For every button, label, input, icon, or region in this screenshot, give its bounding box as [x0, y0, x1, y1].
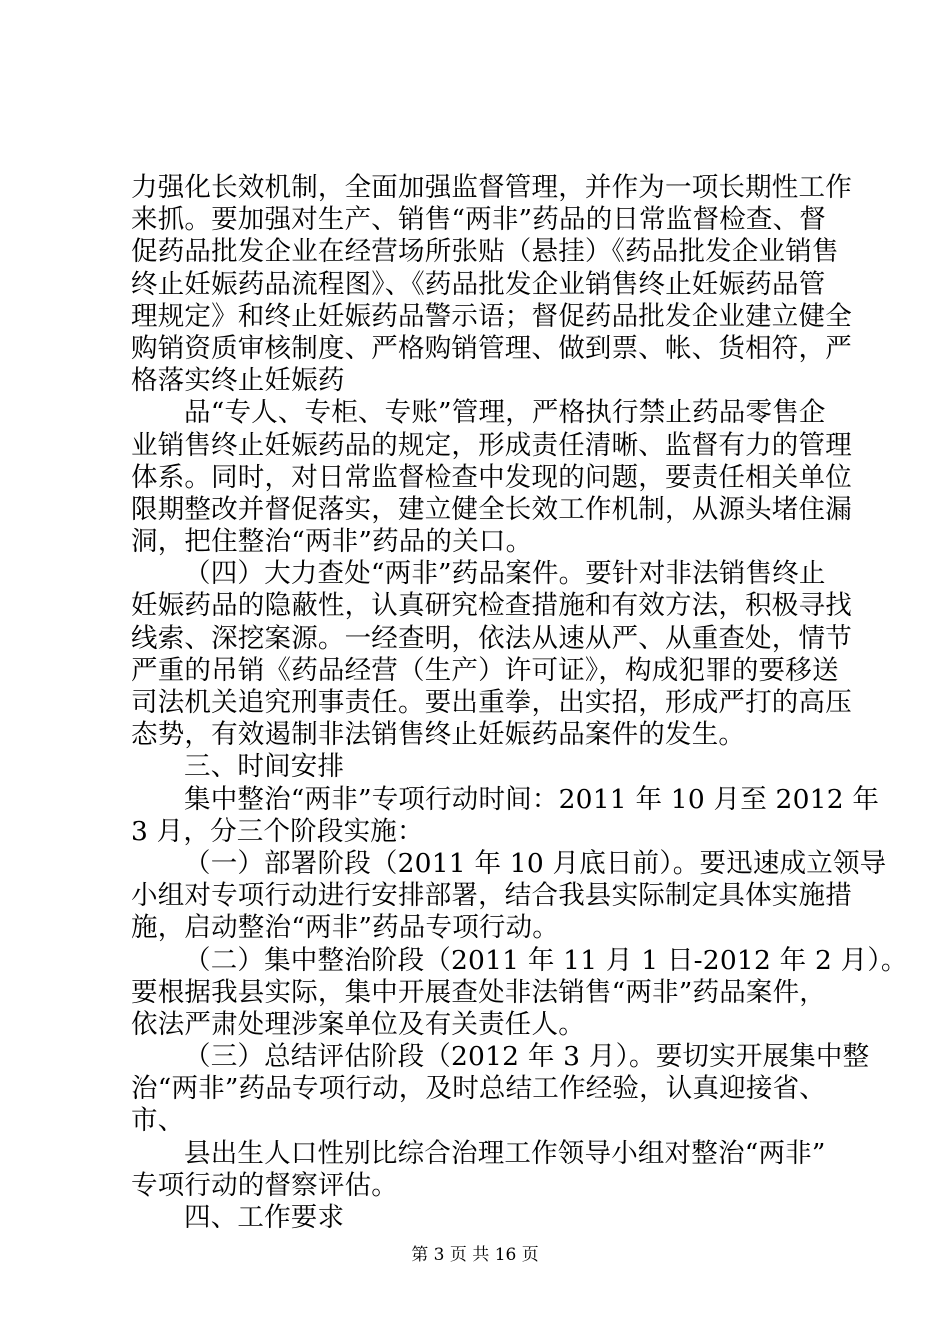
text-line: 格落实终止妊娠药 — [131, 365, 345, 397]
text-line: 集中整治“两非”专项行动时间：2011 年 10 月至 2012 年 — [184, 783, 880, 815]
section-heading: 四、工作要求 — [184, 1202, 345, 1233]
text-line: 理规定》和终止妊娠药品警示语；督促药品批发企业建立健全 — [131, 300, 852, 332]
text-line: 妊娠药品的隐蔽性，认真研究检查措施和有效方法，积极寻找 — [131, 590, 852, 622]
text-line: 体系。同时，对日常监督检查中发现的问题，要责任相关单位 — [131, 461, 852, 493]
text-line: 要根据我县实际，集中开展查处非法销售“两非”药品案件， — [131, 976, 826, 1008]
page-number-footer: 第 3 页 共 16 页 — [411, 1245, 539, 1265]
text-line: 县出生人口性别比综合治理工作领导小组对整治“两非” — [184, 1137, 826, 1169]
text-line: 购销资质审核制度、严格购销管理、做到票、帐、货相符，严 — [131, 332, 852, 364]
text-line: 治“两非”药品专项行动，及时总结工作经验，认真迎接省、 — [131, 1073, 826, 1105]
document-body — [131, 172, 908, 1234]
text-line: 品“专人、专柜、专账”管理，严格执行禁止药品零售企 — [184, 397, 826, 429]
text-line: 洞，把住整治“两非”药品的关口。 — [131, 526, 533, 558]
text-line: 严重的吊销《药品经营（生产）许可证》，构成犯罪的要移送 — [131, 654, 839, 686]
text-line: 3 月，分三个阶段实施： — [131, 815, 424, 847]
text-line: 依法严肃处理涉案单位及有关责任人。 — [131, 1008, 585, 1040]
text-line: 态势，有效遏制非法销售终止妊娠药品案件的发生。 — [131, 719, 746, 751]
text-line: 市、 — [131, 1105, 185, 1137]
text-line: 专项行动的督察评估。 — [131, 1169, 398, 1201]
text-line: 业销售终止妊娠药品的规定，形成责任清晰、监督有力的管理 — [131, 429, 852, 461]
text-line: 终止妊娠药品流程图》、《药品批发企业销售终止妊娠药品管 — [131, 268, 826, 300]
text-line: 力强化长效机制，全面加强监督管理，并作为一项长期性工作 — [131, 172, 852, 203]
text-line: 小组对专项行动进行安排部署，结合我县实际制定具体实施措 — [131, 880, 852, 912]
text-line: 线索、深挖案源。一经查明，依法从速从严、从重查处，情节 — [131, 622, 852, 654]
text-line: （一）部署阶段（2011 年 10 月底日前）。要迅速成立领导 — [184, 847, 887, 879]
text-line: 促药品批发企业在经营场所张贴（悬挂）《药品批发企业销售 — [131, 236, 839, 268]
text-line: （三）总结评估阶段（2012 年 3 月）。要切实开展集中整 — [184, 1041, 870, 1073]
text-line: 施，启动整治“两非”药品专项行动。 — [131, 912, 559, 944]
text-line: 司法机关追究刑事责任。要出重拳，出实招，形成严打的高压 — [131, 687, 852, 718]
text-line: 来抓。要加强对生产、销售“两非”药品的日常监督检查、督 — [131, 204, 826, 236]
text-line: （四）大力查处“两非”药品案件。要针对非法销售终止 — [184, 558, 826, 590]
text-line: （二）集中整治阶段（2011 年 11 月 1 日-2012 年 2 月）。 — [184, 944, 908, 976]
text-line: 限期整改并督促落实，建立健全长效工作机制，从源头堵住漏 — [131, 493, 852, 525]
section-heading: 三、时间安排 — [184, 751, 345, 783]
